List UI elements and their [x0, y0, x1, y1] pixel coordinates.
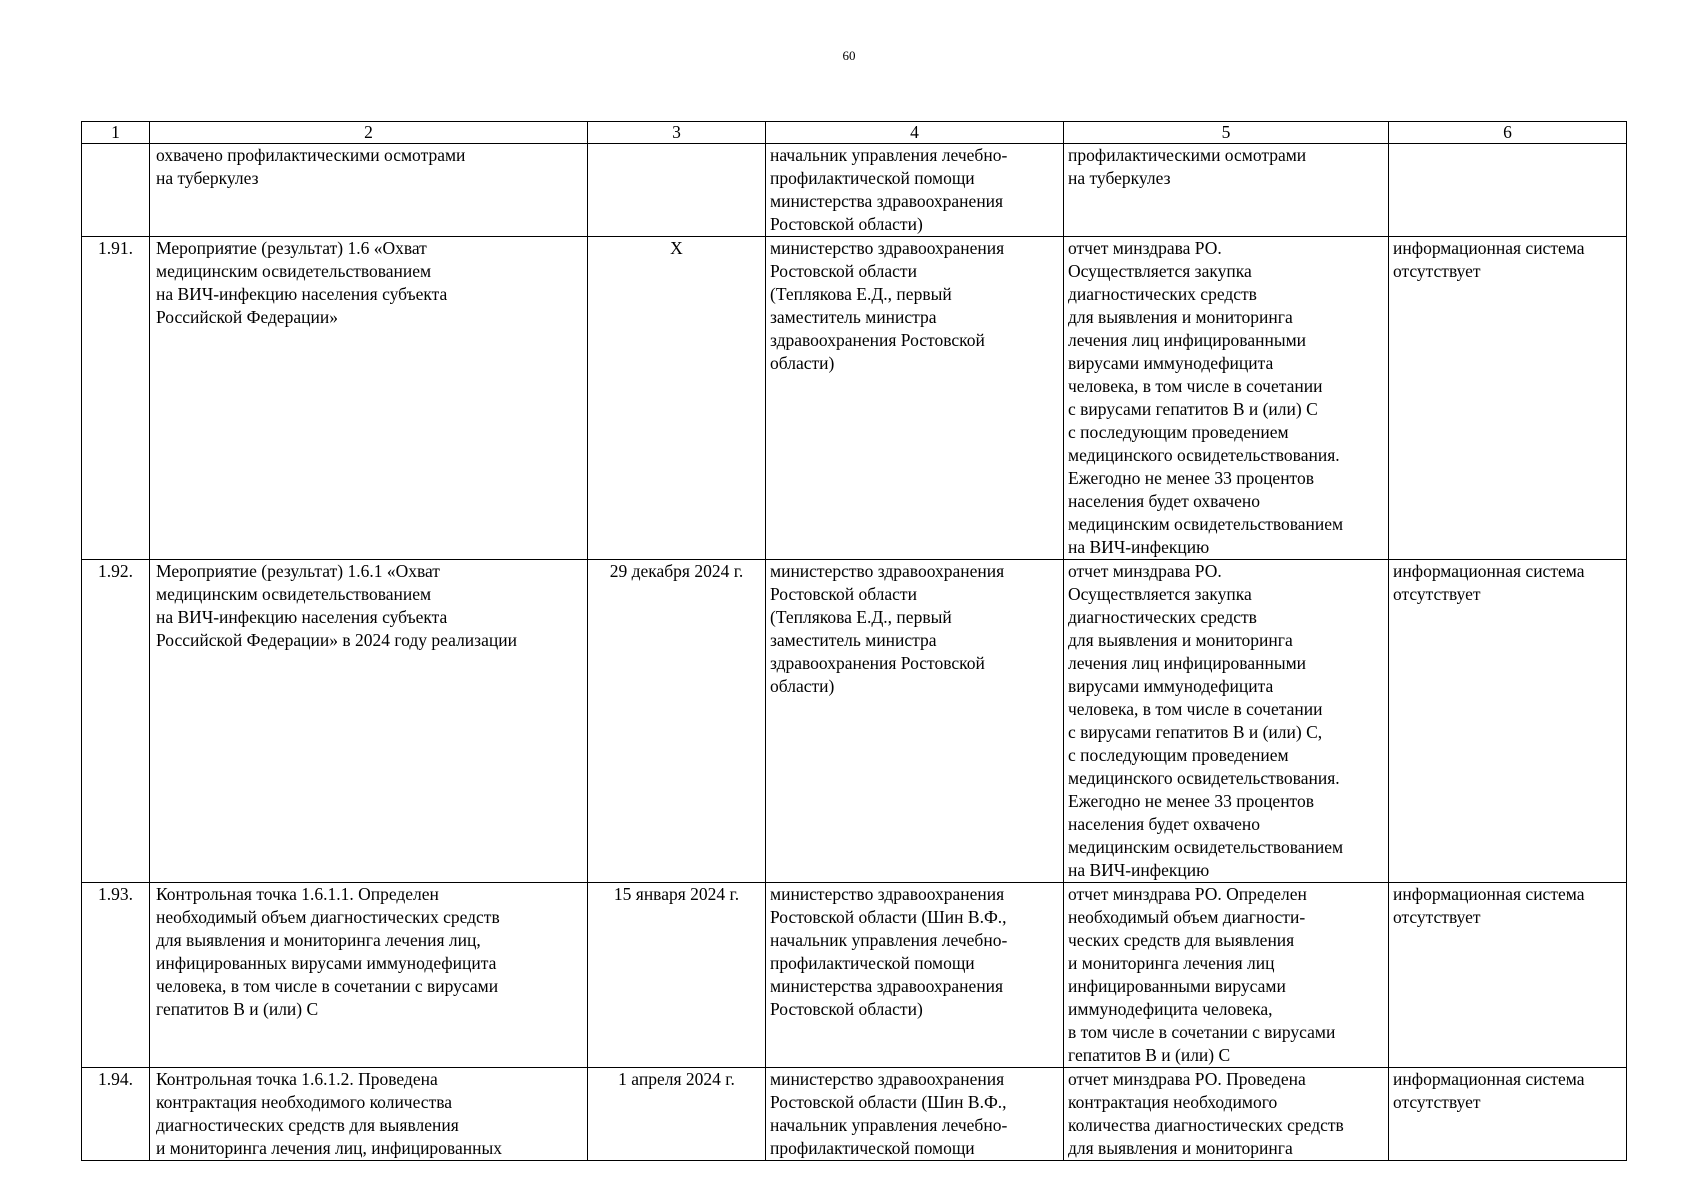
result-cell: отчет минздрава РО. Проведена контрактация необходимого количества диагностических средств для выявления и мониторинга — [1064, 1068, 1389, 1161]
responsible-cell: министерство здравоохранения Ростовской области (Теплякова Е.Д., первый заместитель министра здравоохранения Ростовской области) — [766, 237, 1064, 560]
deadline-cell: X — [588, 237, 766, 560]
column-header: 2 — [150, 122, 588, 144]
measure-name-cell: Мероприятие (результат) 1.6 «Охват медицинским освидетельствованием на ВИЧ-инфекцию населения субъекта Российской Федерации» — [150, 237, 588, 560]
row-number-cell: 1.92. — [82, 560, 150, 883]
deadline-cell: 15 января 2024 г. — [588, 883, 766, 1068]
measure-name-cell: Мероприятие (результат) 1.6.1 «Охват медицинским освидетельствованием на ВИЧ-инфекцию населения субъекта Российской Федерации» в 2024 году реализации — [150, 560, 588, 883]
table-row — [82, 144, 1627, 237]
result-cell: отчет минздрава РО. Осуществляется закупка диагностических средств для выявления и мониторинга лечения лиц инфицированными вирусами иммунодефицита человека, в том числе в сочетании с вирусами гепатитов В и (или) С, с последующим проведением медицинского освидетельствования. Ежегодно не менее 33 процентов населения будет охвачено медицинским освидетельствованием на ВИЧ-инфекцию — [1064, 560, 1389, 883]
info-system-cell — [1389, 144, 1627, 237]
responsible-cell: министерство здравоохранения Ростовской области (Шин В.Ф., начальник управления лечебно- профилактической помощи министерства здравоохранения Ростовской области) — [766, 883, 1064, 1068]
responsible-cell: министерство здравоохранения Ростовской области (Теплякова Е.Д., первый заместитель министра здравоохранения Ростовской области) — [766, 560, 1064, 883]
deadline-cell: 29 декабря 2024 г. — [588, 560, 766, 883]
info-system-cell: информационная система отсутствует — [1389, 237, 1627, 560]
table-row — [82, 883, 1627, 1068]
measure-name-cell: Контрольная точка 1.6.1.2. Проведена контрактация необходимого количества диагностических средств для выявления и мониторинга лечения лиц, инфицированных — [150, 1068, 588, 1161]
row-number-cell: 1.93. — [82, 883, 150, 1068]
info-system-cell: информационная система отсутствует — [1389, 560, 1627, 883]
table-row — [82, 1068, 1627, 1161]
measures-table — [81, 121, 1627, 1161]
info-system-cell: информационная система отсутствует — [1389, 883, 1627, 1068]
measure-name-cell: Контрольная точка 1.6.1.1. Определен необходимый объем диагностических средств для выявления и мониторинга лечения лиц, инфицированных вирусами иммунодефицита человека, в том числе в сочетании с вирусами гепатитов В и (или) С — [150, 883, 588, 1068]
deadline-cell — [588, 144, 766, 237]
row-number-cell: 1.91. — [82, 237, 150, 560]
column-header: 1 — [82, 122, 150, 144]
result-cell: отчет минздрава РО. Определен необходимый объем диагности- ческих средств для выявления и мониторинга лечения лиц инфицированными вирусами иммунодефицита человека, в том числе в сочетании с вирусами гепатитов В и (или) С — [1064, 883, 1389, 1068]
result-cell: профилактическими осмотрами на туберкулез — [1064, 144, 1389, 237]
column-header: 3 — [588, 122, 766, 144]
column-header: 6 — [1389, 122, 1627, 144]
column-header: 4 — [766, 122, 1064, 144]
result-cell: отчет минздрава РО. Осуществляется закупка диагностических средств для выявления и мониторинга лечения лиц инфицированными вирусами иммунодефицита человека, в том числе в сочетании с вирусами гепатитов В и (или) С с последующим проведением медицинского освидетельствования. Ежегодно не менее 33 процентов населения будет охвачено медицинским освидетельствованием на ВИЧ-инфекцию — [1064, 237, 1389, 560]
page-number: 60 — [842, 48, 856, 63]
info-system-cell: информационная система отсутствует — [1389, 1068, 1627, 1161]
measure-name-cell: охвачено профилактическими осмотрами на туберкулез — [150, 144, 588, 237]
table-header-row — [82, 122, 1627, 144]
row-number-cell: 1.94. — [82, 1068, 150, 1161]
deadline-cell: 1 апреля 2024 г. — [588, 1068, 766, 1161]
responsible-cell: министерство здравоохранения Ростовской области (Шин В.Ф., начальник управления лечебно- профилактической помощи — [766, 1068, 1064, 1161]
column-header: 5 — [1064, 122, 1389, 144]
table-row — [82, 560, 1627, 883]
table-row — [82, 237, 1627, 560]
responsible-cell: начальник управления лечебно- профилактической помощи министерства здравоохранения Ростовской области) — [766, 144, 1064, 237]
row-number-cell — [82, 144, 150, 237]
